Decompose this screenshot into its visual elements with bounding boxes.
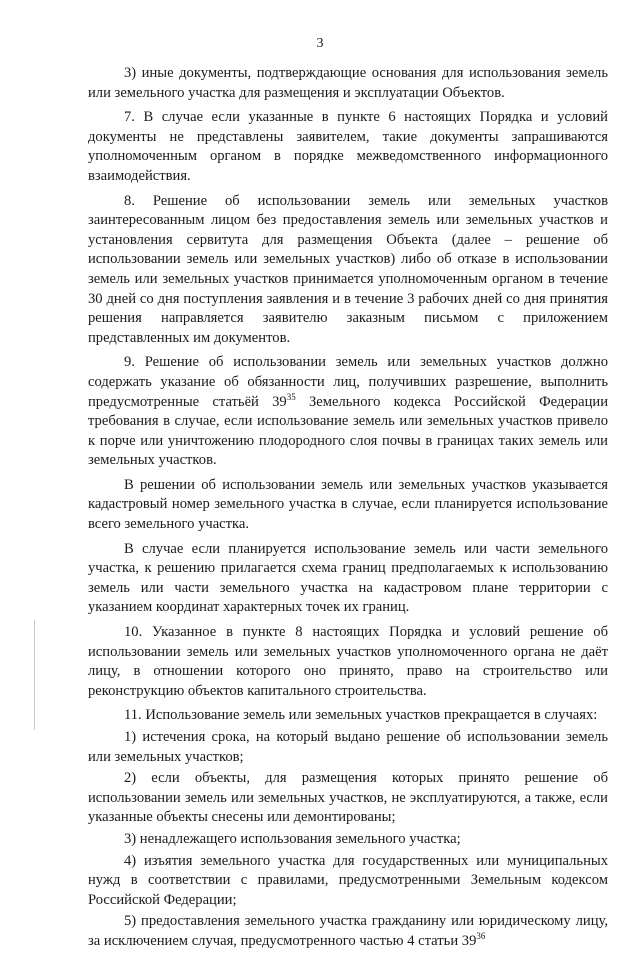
paragraph: 8. Решение об использовании земель или земельных участков заинтересованным лицом без предоставления земель или земельных участков и установления сервитута для размещения Объекта (далее – решение об использовании земель или земельных участков) либо об отказе в использовании земель или земельных участков принимается уполномоченным органом в течение 30 дней со дня поступления заявления и в течение 3 рабочих дней со дня принятия решения направляется заявителю заказным письмом с приложением представленных им документов.: [88, 192, 608, 346]
paragraph: В случае если планируется использование земель или части земельного участка, к решению прилагается схема границ предполагаемых к использованию земель или части земельного участка на кадастровом плане территории с указанием координат характерных точек их границ.: [88, 540, 608, 616]
paragraph: 3) иные документы, подтверждающие основания для использования земель или земельного участка для размещения и эксплуатации Объектов.: [88, 65, 608, 101]
paragraph: 10. Указанное в пункте 8 настоящих Порядка и условий решение об использовании земель или земельных участков уполномоченного органа не даёт лицу, в отношении которого оно принято, право на строительство или реконструкцию объектов капитального строительства.: [88, 624, 608, 699]
paragraph-text: Земельного кодекса Российской Федерации требования в случае, если использование земель или земельных участков привело к порче или уничтожению плодородного слоя почвы в границах таких земель или земельных участков.: [88, 393, 609, 469]
superscript: 36: [476, 931, 486, 942]
page-number: 3: [316, 36, 324, 51]
list-item: 1) истечения срока, на который выдано решение об использовании земель или земельных участков;: [88, 729, 608, 765]
paragraph: 11. Использование земель или земельных участков прекращается в случаях:: [124, 707, 598, 724]
paragraph: В решении об использовании земель или земельных участков указывается кадастровый номер земельного участка в случае, если планируется использование всего земельного участка.: [88, 476, 608, 533]
paragraph: [88, 353, 608, 471]
list-item: [88, 912, 608, 951]
list-item: 3) ненадлежащего использования земельного участка;: [124, 830, 461, 847]
paragraph: 7. В случае если указанные в пункте 6 настоящих Порядка и условий документы не представлены заявителем, такие документы запрашиваются уполномоченным органом в порядке межведомственного информационного взаимодействия.: [88, 109, 608, 184]
document-body: [88, 64, 608, 954]
paragraph-text: 5) предоставления земельного участка гражданину или юридическому лицу, за исключением случая, предусмотренного частью 4 статьи 39: [88, 913, 608, 949]
list-item: 4) изъятия земельного участка для государственных или муниципальных нужд в соответствии с правилами, предусмотренными Земельным кодексом Российской Федерации;: [88, 852, 608, 908]
superscript: 35: [286, 391, 296, 402]
list-item: 2) если объекты, для размещения которых принято решение об использовании земель или земельных участков, не эксплуатируются, а также, если указанные объекты снесены или демонтированы;: [88, 770, 608, 826]
paragraph-text: 9. Решение об использовании земель или земельных участков должно содержать указание об обязанности лиц, получивших разрешение, выполнить предусмотренные статьёй 39: [88, 354, 608, 410]
margin-line: [34, 620, 35, 730]
